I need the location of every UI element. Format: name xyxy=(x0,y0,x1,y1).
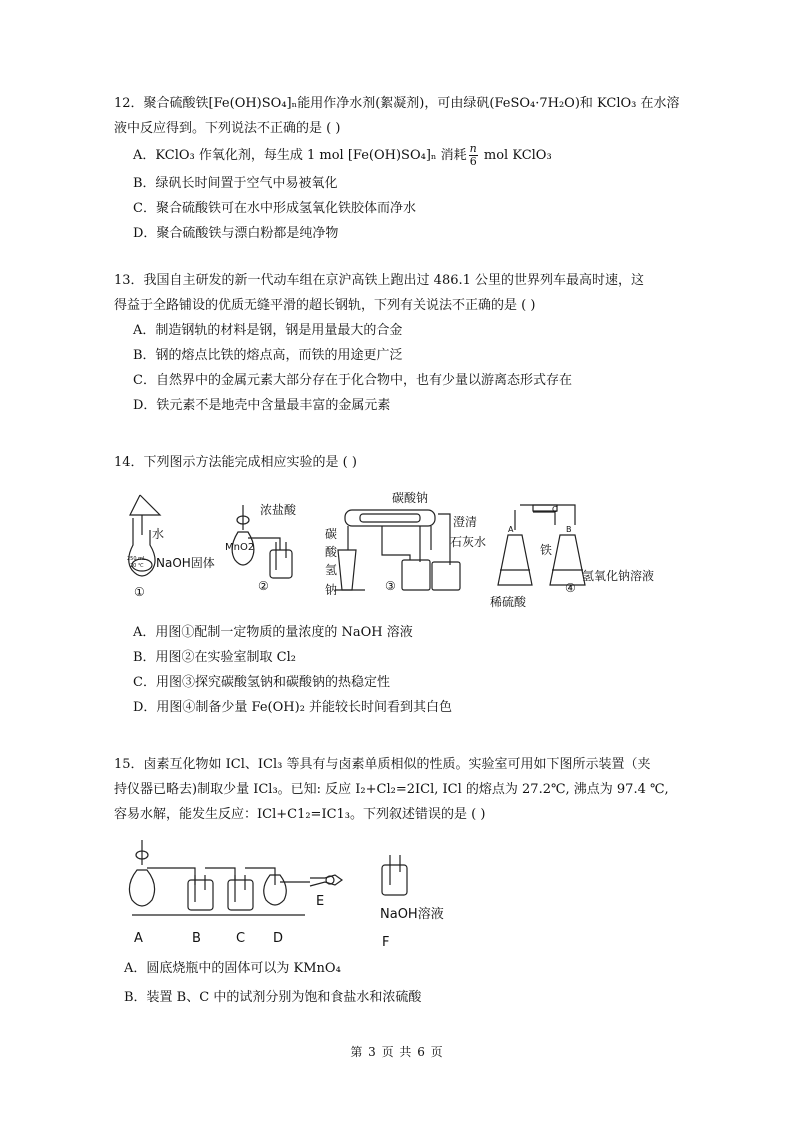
q13-option-b: B．钢的熔点比铁的熔点高，而铁的用途更广泛 xyxy=(133,348,403,363)
question-12 xyxy=(114,91,686,246)
q12-option-c: C．聚合硫酸铁可在水中形成氢氧化铁胶体而净水 xyxy=(133,201,416,216)
label-f: F xyxy=(382,935,390,950)
q12-option-a-unit: mol KClO₃ xyxy=(483,148,552,163)
fraction-denominator: 6 xyxy=(469,155,477,168)
q12-option-a-text: A．KClO₃ 作氧化剂，每生成 1 mol [Fe(OH)SO₄]ₙ 消耗 xyxy=(133,148,467,163)
fig3-label-nahco3-1: 碳 xyxy=(325,527,338,541)
fig1-flask-volume: 250 mL xyxy=(127,556,146,562)
fig3-label-limewater-1: 澄清 xyxy=(453,515,478,529)
q15-apparatus-figure xyxy=(120,830,480,950)
fraction-numerator: n xyxy=(469,142,477,155)
q12-stem-line2: 液中反应得到。下列说法不正确的是 ( ) xyxy=(114,121,341,136)
q13-option-d: D．铁元素不是地壳中含量最丰富的金属元素 xyxy=(133,398,391,413)
apparatus-a xyxy=(129,840,195,906)
fig3-label-nahco3-4: 钠 xyxy=(325,583,338,597)
fig3-number: ③ xyxy=(385,579,396,593)
fig3-thermal-stability-apparatus xyxy=(335,510,460,590)
fig4-label-iron: 铁 xyxy=(540,543,553,557)
q14-option-d: D．用图④制备少量 Fe(OH)₂ 并能较长时间看到其白色 xyxy=(133,700,453,715)
fig4-label-b: B xyxy=(566,525,572,534)
q13-stem-line1: 13．我国自主研发的新一代动车组在京沪高铁上跑出过 486.1 公里的世界列车最高时速，这 xyxy=(114,273,645,288)
label-b: B xyxy=(192,931,201,946)
q14-apparatus-figure xyxy=(120,490,680,610)
fig1-label-water: 水 xyxy=(152,527,165,541)
label-a: A xyxy=(134,931,143,946)
label-c: C xyxy=(236,931,246,946)
fig3-label-nahco3-2: 酸 xyxy=(325,545,338,559)
question-15-options xyxy=(114,956,686,1010)
q12-option-a-fraction xyxy=(469,143,478,168)
fig4-label-naoh-solution: 氢氧化钠溶液 xyxy=(582,569,655,583)
page-footer: 第 3 页 共 6 页 xyxy=(350,1045,444,1059)
q14-apparatus-svg xyxy=(120,490,680,610)
q13-option-a: A．制造钢轨的材料是钢，钢是用量最大的合金 xyxy=(133,323,403,338)
fig1-flask-temp: 20 ℃ xyxy=(130,563,144,569)
q12-stem-line1: 12．聚合硫酸铁[Fe(OH)SO₄]ₙ能用作净水剂(絮凝剂)，可由绿矾(FeSO₄·7H₂O)和 KClO₃ 在水溶 xyxy=(114,96,680,111)
q15-option-b: B．装置 B、C 中的试剂分别为饱和食盐水和浓硫酸 xyxy=(124,990,422,1005)
q14-option-a: A．用图①配制一定物质的量浓度的 NaOH 溶液 xyxy=(133,625,413,640)
fig2-number: ② xyxy=(258,579,269,593)
q13-option-c: C．自然界中的金属元素大部分存在于化合物中，也有少量以游离态形式存在 xyxy=(133,373,572,388)
fig4-number: ④ xyxy=(565,581,576,595)
fig3-label-sodium-carbonate: 碳酸钠 xyxy=(392,491,429,505)
apparatus-d xyxy=(264,875,310,905)
q15-option-a: A．圆底烧瓶中的固体可以为 KMnO₄ xyxy=(124,961,341,976)
fig4-label-c: C xyxy=(552,505,558,514)
question-15 xyxy=(114,752,686,827)
q15-apparatus-svg xyxy=(120,830,480,950)
fig2-label-mno2: MnO2 xyxy=(225,542,255,553)
question-14 xyxy=(114,450,686,475)
q12-option-d: D．聚合硫酸铁与漂白粉都是纯净物 xyxy=(133,226,339,241)
q12-option-b: B．绿矾长时间置于空气中易被氧化 xyxy=(133,176,338,191)
fig4-label-dilute-h2so4: 稀硫酸 xyxy=(490,595,527,609)
q13-stem-line2: 得益于全路铺设的优质无缝平滑的超长钢轨，下列有关说法不正确的是 ( ) xyxy=(114,298,536,313)
fig3-label-limewater-2: 石灰水 xyxy=(450,535,487,549)
apparatus-f xyxy=(382,855,407,895)
q15-stem-line1: 15．卤素互化物如 ICl、ICl₃ 等具有与卤素单质相似的性质。实验室可用如下图所示装置（夹 xyxy=(114,757,651,772)
q12-option-a xyxy=(114,141,686,171)
fig3-label-nahco3-3: 氢 xyxy=(325,563,338,577)
q14-stem: 14．下列图示方法能完成相应实验的是 ( ) xyxy=(114,455,357,470)
fig1-label-naoh-solid: NaOH固体 xyxy=(156,556,215,570)
question-13 xyxy=(114,268,686,418)
label-naoh-solution: NaOH溶液 xyxy=(380,907,444,922)
apparatus-e xyxy=(310,875,342,886)
q14-option-b: B．用图②在实验室制取 Cl₂ xyxy=(133,650,297,665)
q14-option-c: C．用图③探究碳酸氢钠和碳酸钠的热稳定性 xyxy=(133,675,390,690)
question-14-options xyxy=(114,620,686,720)
label-d: D xyxy=(273,931,284,946)
q15-stem-line2: 持仪器已略去)制取少量 ICl₃。已知: 反应 I₂+Cl₂=2ICl, ICl 的熔点为 27.2℃, 沸点为 97.4 ℃, xyxy=(114,782,669,797)
q15-stem-line3: 容易水解，能发生反应：ICl+C1₂=IC1₃。下列叙述错误的是 ( ) xyxy=(114,807,486,822)
fig2-label-conc-hcl: 浓盐酸 xyxy=(260,503,297,517)
label-e: E xyxy=(316,894,325,909)
fig1-number: ① xyxy=(134,585,145,599)
fig4-label-a: A xyxy=(508,525,514,534)
